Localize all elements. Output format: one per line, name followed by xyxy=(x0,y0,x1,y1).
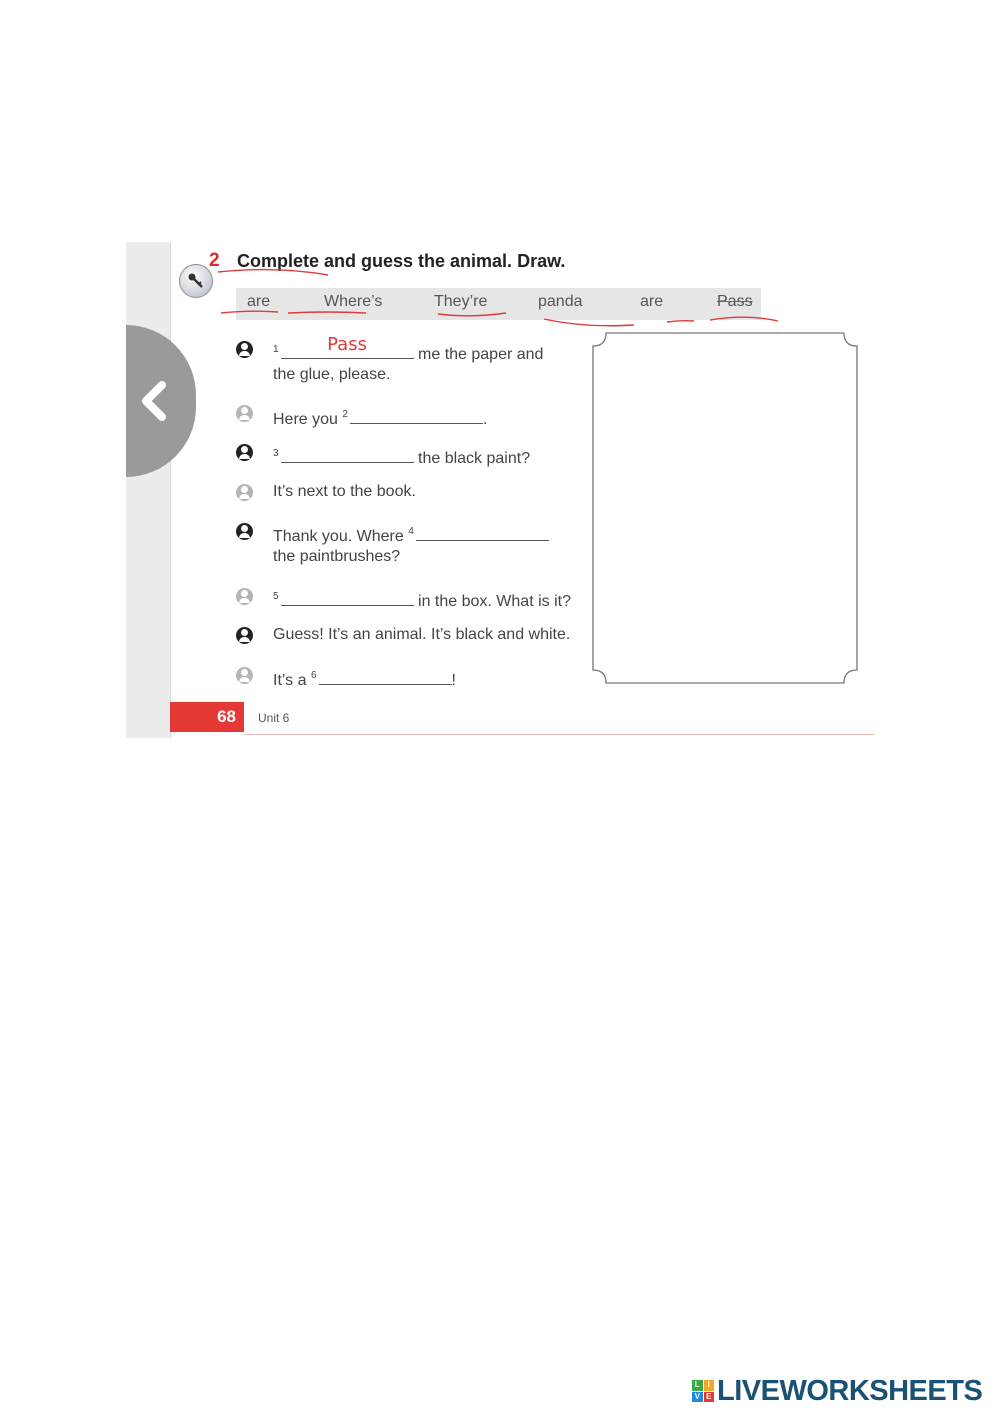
dialogue-line-7: Guess! It’s an animal. It’s black and white. xyxy=(273,626,571,643)
word-bank-item[interactable]: panda xyxy=(538,293,583,310)
word-bank-item-used[interactable]: Pass xyxy=(717,293,753,310)
answer-blank-6[interactable] xyxy=(319,666,452,685)
dialogue-line-5-cont: the paintbrushes? xyxy=(273,548,401,565)
answer-text-1: Pass xyxy=(327,334,367,355)
word-bank-item[interactable]: Where’s xyxy=(324,293,383,310)
speaker-a-icon xyxy=(236,444,253,461)
answer-blank-3[interactable] xyxy=(281,444,414,463)
worksheet-page xyxy=(126,242,874,738)
dialogue-line-6: $^5$ in the box. What is it? xyxy=(273,587,571,611)
speaker-b-icon xyxy=(236,667,253,684)
word-bank-item[interactable]: are xyxy=(247,293,271,310)
unit-label: Unit 6 xyxy=(258,711,290,725)
dialogue-line-5: Thank you. Where $^4$ xyxy=(273,522,549,546)
liveworksheets-logo[interactable] xyxy=(692,1376,982,1406)
word-bank-item[interactable]: are xyxy=(640,293,664,310)
page-number: 68 xyxy=(170,702,244,732)
word-bank-item[interactable]: They’re xyxy=(434,293,488,310)
liveworksheets-logo-icon: L I V E xyxy=(692,1380,714,1402)
chevron-left-icon xyxy=(134,377,174,425)
page-spine xyxy=(126,242,171,738)
speaker-a-icon xyxy=(236,627,253,644)
speaker-b-icon xyxy=(236,484,253,501)
footer-divider xyxy=(244,734,874,735)
key-icon xyxy=(187,272,205,290)
answer-blank-5[interactable] xyxy=(281,587,414,606)
dialogue-line-1-cont: the glue, please. xyxy=(273,366,391,383)
speaker-a-icon xyxy=(236,341,253,358)
liveworksheets-logo-text: LIVEWORKSHEETS xyxy=(717,1374,983,1407)
back-button[interactable] xyxy=(126,325,196,477)
word-bank xyxy=(236,288,761,320)
dialogue-line-1: $^1$ Pass me the paper and xyxy=(273,334,544,363)
answer-blank-2[interactable] xyxy=(350,405,483,424)
dialogue-line-8: It’s a $^6$ ! xyxy=(273,666,456,690)
speaker-a-icon xyxy=(236,523,253,540)
drawing-area[interactable] xyxy=(592,332,858,684)
exercise-title: Complete and guess the animal. Draw. xyxy=(237,251,566,271)
answer-blank-4[interactable] xyxy=(416,522,549,541)
answer-blank-1[interactable] xyxy=(281,334,414,359)
speaker-b-icon xyxy=(236,588,253,605)
answer-key-icon[interactable] xyxy=(179,264,213,298)
exercise-number: 2 xyxy=(209,250,220,271)
speaker-b-icon xyxy=(236,405,253,422)
dialogue-line-2: Here you $^2$ . xyxy=(273,405,487,429)
dialogue-line-3: $^3$ the black paint? xyxy=(273,444,530,468)
dialogue-line-4: It’s next to the book. xyxy=(273,483,416,500)
